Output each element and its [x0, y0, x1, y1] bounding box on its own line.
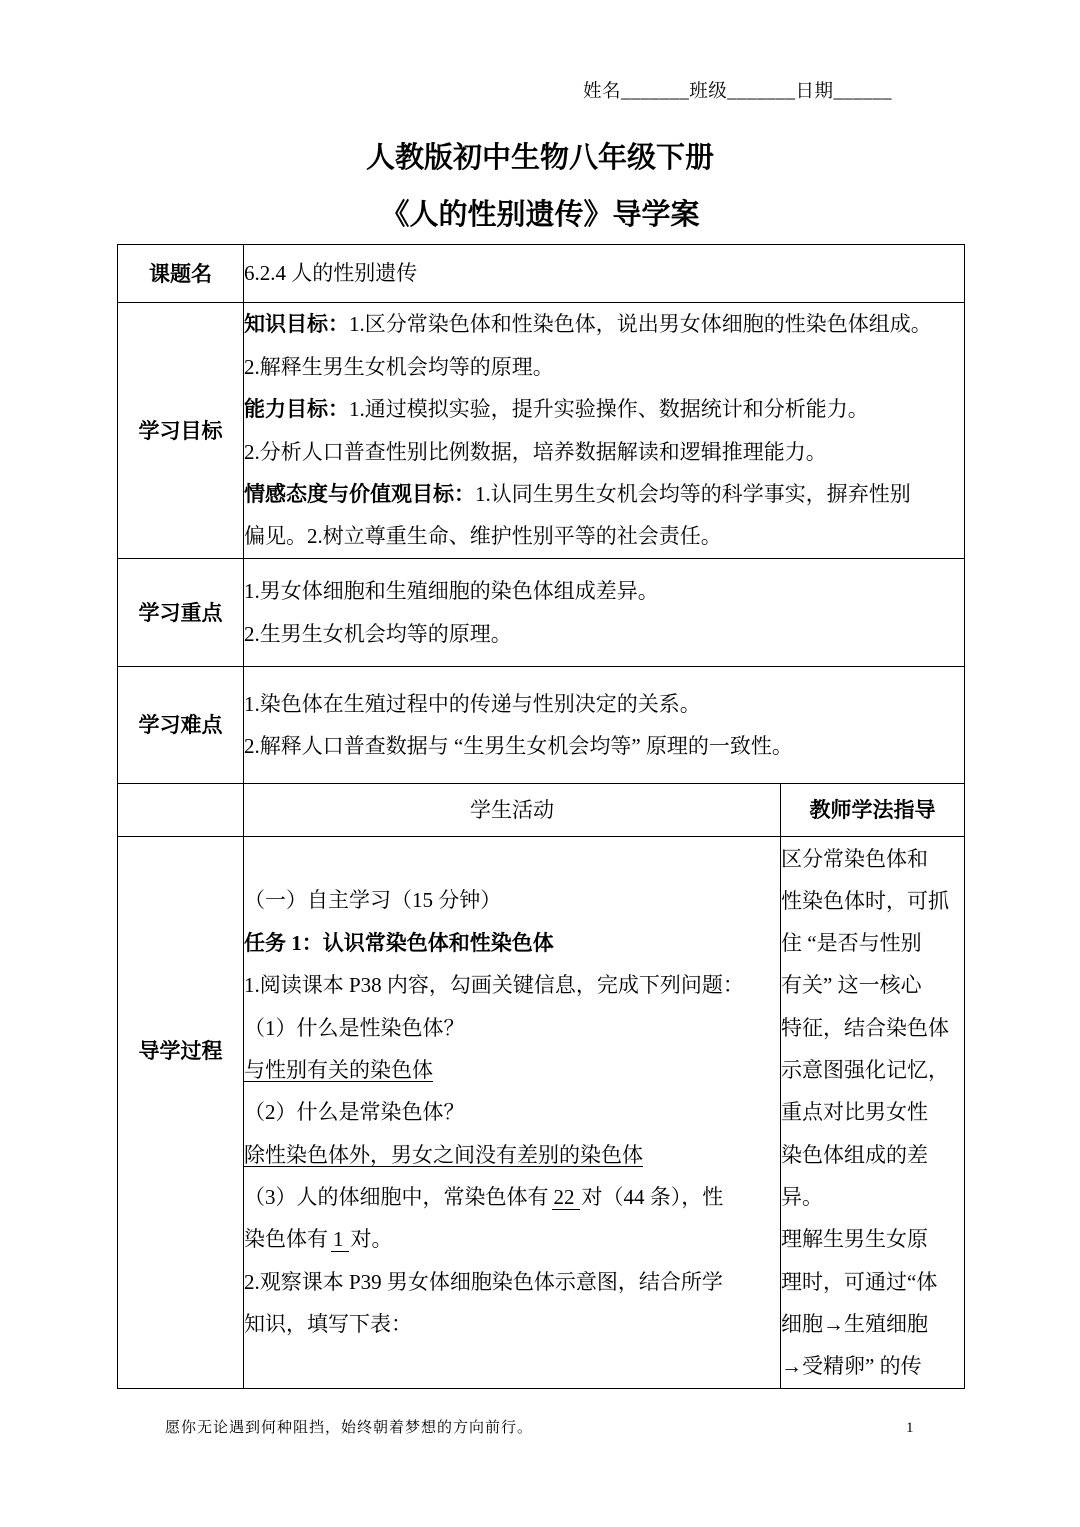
page-number: 1 [906, 1420, 914, 1436]
date-field: 日期______ [795, 82, 893, 102]
student-activity-header: 学生活动 [244, 784, 781, 837]
knowledge-objective-line-2: 2.解释生男生女机会均等的原理。 [244, 354, 554, 379]
teacher-guidance-line: →受精卵” 的传 [781, 1354, 922, 1379]
attitude-objective-text: 1.认同生男生女机会均等的科学事实，摒弃性别 [475, 481, 911, 506]
ability-objective-line [244, 388, 964, 430]
teacher-guidance-line: 异。 [781, 1184, 823, 1209]
teacher-guidance-header: 教师学法指导 [781, 784, 965, 837]
difficulties-label: 学习难点 [118, 667, 244, 784]
topic-label: 课题名 [118, 245, 244, 303]
teacher-guidance-line: 性染色体时，可抓 [781, 888, 949, 913]
question-3-text-end: 对。 [350, 1227, 393, 1252]
objectives-row [118, 303, 965, 559]
difficulty-item: 2.解释人口普查数据与 “生男生女机会均等” 原理的一致性。 [244, 734, 793, 758]
key-point-item: 2.生男生女机会均等的原理。 [244, 621, 512, 646]
ability-objective-line-2: 2.分析人口普查性别比例数据，培养数据解读和逻辑推理能力。 [244, 439, 827, 464]
observe-instruction-2: 知识，填写下表： [244, 1312, 412, 1337]
student-activity-cell [244, 837, 781, 1389]
key-points-cell [244, 559, 965, 667]
question-1: （1）什么是性染色体？ [244, 1015, 465, 1040]
ability-objective-text: 1.通过模拟实验，提升实验操作、数据统计和分析能力。 [349, 397, 869, 422]
teacher-guidance-line: 示意图强化记忆， [781, 1058, 949, 1083]
empty-header-cell [118, 784, 244, 837]
name-field: 姓名_______ [583, 82, 690, 102]
teacher-guidance-line: 理解生男生女原 [781, 1227, 928, 1252]
teacher-guidance-line: 有关” 这一核心 [781, 973, 922, 998]
question-3-line [244, 1176, 780, 1218]
topic-value: 6.2.4 人的性别遗传 [244, 245, 965, 303]
autosome-pairs-answer: 22 [552, 1185, 580, 1210]
difficulties-row [118, 667, 965, 784]
teacher-guidance-line: 理时，可通过“体 [781, 1269, 938, 1294]
objectives-label: 学习目标 [118, 303, 244, 559]
question-3-text-continued: 染色体有 [244, 1227, 328, 1252]
class-field: 班级_______ [689, 82, 796, 102]
attitude-objective-line-2: 偏见。2.树立尊重生命、维护性别平等的社会责任。 [244, 524, 722, 549]
question-3-line-2 [244, 1218, 780, 1260]
guided-process-label: 导学过程 [118, 837, 244, 1389]
section-heading: （一）自主学习（15 分钟） [244, 888, 502, 913]
difficulty-item: 1.染色体在生殖过程中的传递与性别决定的关系。 [244, 691, 701, 716]
question-3-text-middle: 对（44 条），性 [581, 1185, 724, 1210]
key-points-row [118, 559, 965, 667]
textbook-title: 人教版初中生物八年级下册 [365, 142, 714, 174]
key-points-label: 学习重点 [118, 559, 244, 667]
knowledge-objective-title: 知识目标： [244, 312, 349, 337]
footer-motto: 愿你无论遇到何种阻挡，始终朝着梦想的方向前行。 [165, 1420, 534, 1436]
knowledge-objective-line [244, 303, 964, 345]
teacher-guidance-line: 重点对比男女性 [781, 1100, 928, 1125]
guided-process-row [118, 837, 965, 1389]
answer-1-line [244, 1049, 780, 1091]
key-point-item: 1.男女体细胞和生殖细胞的染色体组成差异。 [244, 579, 659, 604]
activity-header-row [118, 784, 965, 837]
difficulties-cell [244, 667, 965, 784]
answer-2: 除性染色体外，男女之间没有差别的染色体 [244, 1142, 643, 1167]
teacher-guidance-cell [781, 837, 965, 1389]
observe-instruction: 2.观察课本 P39 男女体细胞染色体示意图，结合所学 [244, 1269, 723, 1294]
task-heading: 任务 1：认识常染色体和性染色体 [244, 930, 554, 955]
teacher-guidance-line: 区分常染色体和 [781, 846, 928, 871]
lesson-title: 《人的性别遗传》导学案 [380, 199, 700, 231]
objectives-cell [244, 303, 965, 559]
teacher-guidance-line: 细胞→生殖细胞 [781, 1311, 928, 1336]
sex-chromosome-pairs-answer: 1 [331, 1227, 349, 1252]
study-guide-table [117, 244, 965, 1389]
knowledge-objective-text: 1.区分常染色体和性染色体，说出男女体细胞的性染色体组成。 [349, 312, 932, 337]
teacher-guidance-line: 住 “是否与性别 [781, 931, 922, 956]
answer-1: 与性别有关的染色体 [244, 1057, 433, 1082]
student-info-line [583, 80, 892, 104]
topic-row [118, 245, 965, 303]
question-3-text: （3）人的体细胞中，常染色体有 [244, 1185, 549, 1210]
teacher-guidance-line: 特征，结合染色体 [781, 1015, 949, 1040]
reading-instruction: 1.阅读课本 P38 内容，勾画关键信息，完成下列问题： [244, 973, 744, 998]
teacher-guidance-line: 染色体组成的差 [781, 1142, 928, 1167]
attitude-objective-line [244, 473, 964, 515]
attitude-objective-title: 情感态度与价值观目标： [244, 481, 475, 506]
answer-2-line [244, 1134, 780, 1176]
question-2: （2）什么是常染色体？ [244, 1100, 465, 1125]
ability-objective-title: 能力目标： [244, 397, 349, 422]
